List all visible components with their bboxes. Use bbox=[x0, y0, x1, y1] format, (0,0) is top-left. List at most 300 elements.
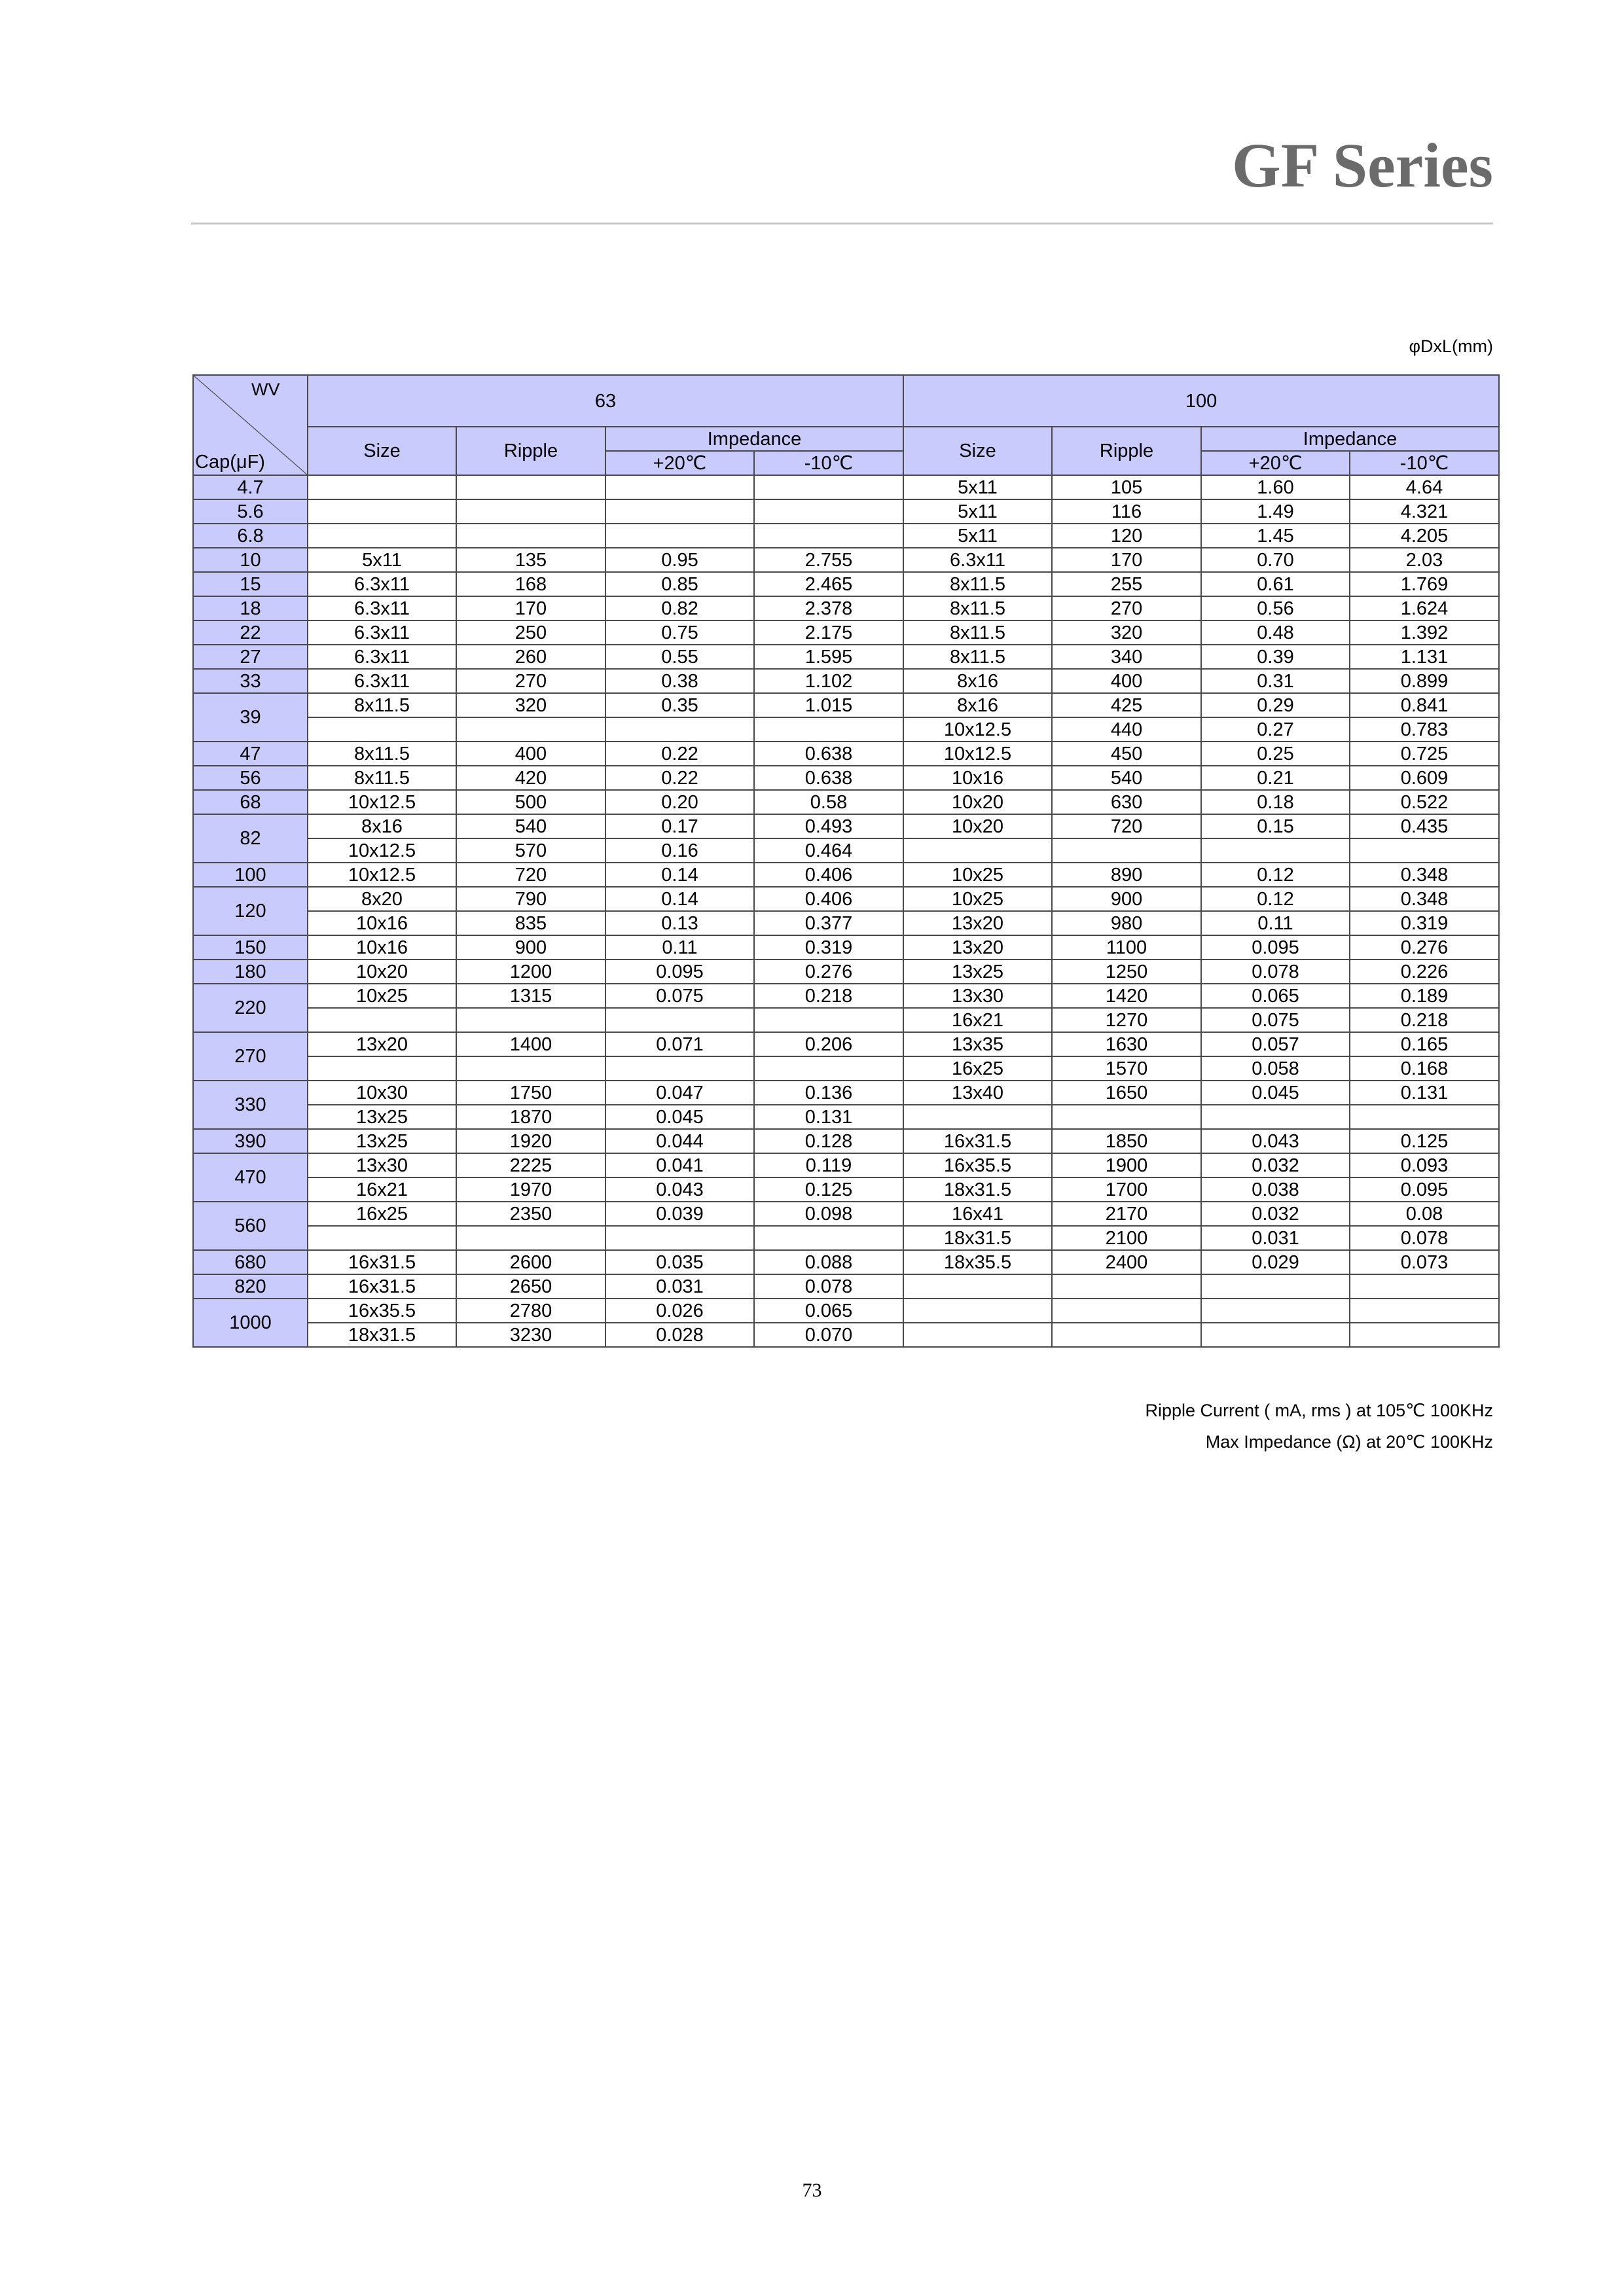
ripple-100-cell bbox=[1052, 1323, 1201, 1347]
imp20-100-cell: 0.045 bbox=[1201, 1081, 1350, 1105]
cap-cell: 470 bbox=[193, 1153, 308, 1202]
imp20-63-cell bbox=[605, 524, 754, 548]
imp20-63-cell: 0.039 bbox=[605, 1202, 754, 1226]
size-63-cell: 18x31.5 bbox=[308, 1323, 456, 1347]
size-100-cell: 13x20 bbox=[903, 935, 1052, 960]
impm10-63-cell: 0.319 bbox=[754, 935, 903, 960]
table-row bbox=[193, 669, 1499, 693]
dimension-note: φDxL(mm) bbox=[1409, 336, 1493, 356]
size-63-cell: 5x11 bbox=[308, 548, 456, 572]
ripple-63-cell: 540 bbox=[456, 814, 605, 838]
size-header: Size bbox=[308, 427, 456, 475]
size-63-cell: 6.3x11 bbox=[308, 645, 456, 669]
imp20-63-cell bbox=[605, 475, 754, 499]
table-row bbox=[193, 1177, 1499, 1202]
impm10-100-cell: 0.078 bbox=[1350, 1226, 1499, 1250]
impedance-header: Impedance bbox=[1201, 427, 1499, 451]
impedance-note: Max Impedance (Ω) at 20℃ 100KHz bbox=[1205, 1432, 1493, 1452]
cap-cell: 390 bbox=[193, 1129, 308, 1153]
size-100-cell: 10x12.5 bbox=[903, 717, 1052, 742]
size-63-cell: 8x11.5 bbox=[308, 766, 456, 790]
imp20-63-cell: 0.043 bbox=[605, 1177, 754, 1202]
imp20-63-cell bbox=[605, 1056, 754, 1081]
impm10-100-cell: 2.03 bbox=[1350, 548, 1499, 572]
ripple-100-cell: 425 bbox=[1052, 693, 1201, 717]
imp20-63-cell: 0.22 bbox=[605, 766, 754, 790]
temp-pos-header: +20℃ bbox=[1201, 451, 1350, 475]
impm10-100-cell: 0.168 bbox=[1350, 1056, 1499, 1081]
impm10-63-cell bbox=[754, 1056, 903, 1081]
corner-cell bbox=[193, 375, 308, 475]
ripple-63-cell: 320 bbox=[456, 693, 605, 717]
size-100-cell bbox=[903, 1105, 1052, 1129]
cap-cell: 5.6 bbox=[193, 499, 308, 524]
ripple-100-cell bbox=[1052, 1105, 1201, 1129]
ripple-100-cell: 255 bbox=[1052, 572, 1201, 596]
imp20-63-cell: 0.11 bbox=[605, 935, 754, 960]
cap-cell: 220 bbox=[193, 984, 308, 1032]
ripple-63-cell: 168 bbox=[456, 572, 605, 596]
ripple-100-cell: 630 bbox=[1052, 790, 1201, 814]
size-63-cell: 13x20 bbox=[308, 1032, 456, 1056]
imp20-100-cell: 0.043 bbox=[1201, 1129, 1350, 1153]
impm10-100-cell: 0.125 bbox=[1350, 1129, 1499, 1153]
impm10-63-cell: 0.125 bbox=[754, 1177, 903, 1202]
ripple-63-cell: 900 bbox=[456, 935, 605, 960]
ripple-63-cell bbox=[456, 1056, 605, 1081]
impm10-63-cell: 0.131 bbox=[754, 1105, 903, 1129]
imp20-100-cell: 0.12 bbox=[1201, 863, 1350, 887]
impm10-63-cell bbox=[754, 524, 903, 548]
ripple-63-cell: 135 bbox=[456, 548, 605, 572]
table-row bbox=[193, 1129, 1499, 1153]
size-63-cell: 16x31.5 bbox=[308, 1250, 456, 1274]
impm10-63-cell bbox=[754, 1008, 903, 1032]
ripple-63-cell: 790 bbox=[456, 887, 605, 911]
cap-cell: 82 bbox=[193, 814, 308, 863]
impm10-100-cell: 0.609 bbox=[1350, 766, 1499, 790]
table-row bbox=[193, 984, 1499, 1008]
imp20-100-cell: 0.075 bbox=[1201, 1008, 1350, 1032]
header-divider bbox=[191, 223, 1493, 224]
impm10-100-cell: 1.769 bbox=[1350, 572, 1499, 596]
impm10-100-cell bbox=[1350, 1105, 1499, 1129]
table-row bbox=[193, 814, 1499, 838]
ripple-100-cell: 450 bbox=[1052, 742, 1201, 766]
imp20-100-cell: 0.031 bbox=[1201, 1226, 1350, 1250]
cap-cell: 15 bbox=[193, 572, 308, 596]
impm10-63-cell: 2.465 bbox=[754, 572, 903, 596]
size-63-cell: 13x25 bbox=[308, 1105, 456, 1129]
impm10-100-cell: 0.841 bbox=[1350, 693, 1499, 717]
imp20-100-cell: 0.61 bbox=[1201, 572, 1350, 596]
impm10-100-cell: 0.218 bbox=[1350, 1008, 1499, 1032]
temp-neg-header: -10℃ bbox=[1350, 451, 1499, 475]
ripple-100-cell: 2100 bbox=[1052, 1226, 1201, 1250]
impm10-63-cell: 1.595 bbox=[754, 645, 903, 669]
table-row bbox=[193, 717, 1499, 742]
size-63-cell bbox=[308, 499, 456, 524]
ripple-63-cell: 400 bbox=[456, 742, 605, 766]
size-100-cell: 10x25 bbox=[903, 863, 1052, 887]
impm10-100-cell bbox=[1350, 1323, 1499, 1347]
cap-cell: 560 bbox=[193, 1202, 308, 1250]
size-100-cell: 16x31.5 bbox=[903, 1129, 1052, 1153]
size-100-cell: 8x16 bbox=[903, 693, 1052, 717]
size-63-cell: 10x25 bbox=[308, 984, 456, 1008]
ripple-note: Ripple Current ( mA, rms ) at 105℃ 100KHz bbox=[1145, 1401, 1493, 1420]
size-100-cell: 16x21 bbox=[903, 1008, 1052, 1032]
size-63-cell: 10x12.5 bbox=[308, 863, 456, 887]
size-100-cell: 8x11.5 bbox=[903, 596, 1052, 620]
ripple-63-cell bbox=[456, 475, 605, 499]
table-row bbox=[193, 499, 1499, 524]
impm10-63-cell bbox=[754, 475, 903, 499]
size-63-cell bbox=[308, 475, 456, 499]
size-63-cell: 10x12.5 bbox=[308, 790, 456, 814]
imp20-63-cell: 0.047 bbox=[605, 1081, 754, 1105]
imp20-100-cell bbox=[1201, 1105, 1350, 1129]
ripple-100-cell: 720 bbox=[1052, 814, 1201, 838]
size-100-cell: 8x16 bbox=[903, 669, 1052, 693]
ripple-63-cell: 250 bbox=[456, 620, 605, 645]
ripple-63-cell: 3230 bbox=[456, 1323, 605, 1347]
ripple-100-cell: 540 bbox=[1052, 766, 1201, 790]
table-row bbox=[193, 838, 1499, 863]
ripple-100-cell: 1850 bbox=[1052, 1129, 1201, 1153]
ripple-63-cell: 270 bbox=[456, 669, 605, 693]
ripple-63-cell bbox=[456, 1226, 605, 1250]
ripple-63-cell: 720 bbox=[456, 863, 605, 887]
table-row bbox=[193, 960, 1499, 984]
table-row bbox=[193, 1323, 1499, 1347]
impm10-100-cell: 0.783 bbox=[1350, 717, 1499, 742]
imp20-63-cell: 0.044 bbox=[605, 1129, 754, 1153]
cap-cell: 150 bbox=[193, 935, 308, 960]
cap-cell: 10 bbox=[193, 548, 308, 572]
size-100-cell bbox=[903, 1299, 1052, 1323]
imp20-63-cell: 0.82 bbox=[605, 596, 754, 620]
size-100-cell bbox=[903, 1274, 1052, 1299]
size-100-cell: 13x30 bbox=[903, 984, 1052, 1008]
size-100-cell: 5x11 bbox=[903, 499, 1052, 524]
size-63-cell: 13x25 bbox=[308, 1129, 456, 1153]
impm10-100-cell: 0.725 bbox=[1350, 742, 1499, 766]
series-title: GF Series bbox=[1232, 130, 1493, 200]
impm10-63-cell: 0.119 bbox=[754, 1153, 903, 1177]
ripple-63-cell bbox=[456, 524, 605, 548]
impm10-63-cell: 0.276 bbox=[754, 960, 903, 984]
imp20-100-cell: 0.12 bbox=[1201, 887, 1350, 911]
table-row bbox=[193, 1081, 1499, 1105]
impm10-100-cell: 0.165 bbox=[1350, 1032, 1499, 1056]
imp20-63-cell bbox=[605, 499, 754, 524]
imp20-100-cell: 0.21 bbox=[1201, 766, 1350, 790]
size-63-cell: 10x16 bbox=[308, 911, 456, 935]
impm10-63-cell: 0.638 bbox=[754, 742, 903, 766]
imp20-100-cell: 0.70 bbox=[1201, 548, 1350, 572]
impm10-100-cell: 4.64 bbox=[1350, 475, 1499, 499]
ripple-63-cell: 260 bbox=[456, 645, 605, 669]
impm10-63-cell: 0.493 bbox=[754, 814, 903, 838]
ripple-100-cell: 270 bbox=[1052, 596, 1201, 620]
impm10-100-cell: 4.205 bbox=[1350, 524, 1499, 548]
impm10-63-cell: 0.078 bbox=[754, 1274, 903, 1299]
imp20-100-cell: 0.29 bbox=[1201, 693, 1350, 717]
impm10-63-cell: 2.378 bbox=[754, 596, 903, 620]
cap-cell: 270 bbox=[193, 1032, 308, 1081]
imp20-63-cell: 0.95 bbox=[605, 548, 754, 572]
size-63-cell bbox=[308, 717, 456, 742]
voltage-100-header: 100 bbox=[903, 375, 1499, 427]
ripple-63-cell: 2780 bbox=[456, 1299, 605, 1323]
imp20-100-cell: 1.60 bbox=[1201, 475, 1350, 499]
size-100-cell: 18x31.5 bbox=[903, 1177, 1052, 1202]
ripple-100-cell: 105 bbox=[1052, 475, 1201, 499]
cap-cell: 68 bbox=[193, 790, 308, 814]
impm10-100-cell: 0.08 bbox=[1350, 1202, 1499, 1226]
page-number: 73 bbox=[802, 2179, 822, 2201]
imp20-100-cell: 0.39 bbox=[1201, 645, 1350, 669]
imp20-63-cell bbox=[605, 1008, 754, 1032]
impm10-100-cell: 0.093 bbox=[1350, 1153, 1499, 1177]
impm10-63-cell: 0.377 bbox=[754, 911, 903, 935]
imp20-63-cell: 0.041 bbox=[605, 1153, 754, 1177]
imp20-100-cell: 0.032 bbox=[1201, 1202, 1350, 1226]
imp20-63-cell: 0.14 bbox=[605, 863, 754, 887]
table-row bbox=[193, 524, 1499, 548]
cap-cell: 1000 bbox=[193, 1299, 308, 1347]
imp20-63-cell: 0.031 bbox=[605, 1274, 754, 1299]
ripple-100-cell: 320 bbox=[1052, 620, 1201, 645]
imp20-63-cell: 0.095 bbox=[605, 960, 754, 984]
ripple-63-cell: 1970 bbox=[456, 1177, 605, 1202]
impm10-63-cell: 1.102 bbox=[754, 669, 903, 693]
impm10-100-cell: 0.348 bbox=[1350, 863, 1499, 887]
table-row bbox=[193, 1226, 1499, 1250]
imp20-63-cell: 0.14 bbox=[605, 887, 754, 911]
imp20-100-cell: 0.078 bbox=[1201, 960, 1350, 984]
table-row bbox=[193, 1105, 1499, 1129]
ripple-63-cell bbox=[456, 499, 605, 524]
cap-cell: 27 bbox=[193, 645, 308, 669]
ripple-header: Ripple bbox=[456, 427, 605, 475]
imp20-63-cell: 0.13 bbox=[605, 911, 754, 935]
imp20-100-cell: 0.038 bbox=[1201, 1177, 1350, 1202]
ripple-100-cell: 1650 bbox=[1052, 1081, 1201, 1105]
impm10-100-cell: 0.435 bbox=[1350, 814, 1499, 838]
ripple-100-cell: 340 bbox=[1052, 645, 1201, 669]
size-100-cell: 13x35 bbox=[903, 1032, 1052, 1056]
size-100-cell: 5x11 bbox=[903, 524, 1052, 548]
ripple-63-cell: 835 bbox=[456, 911, 605, 935]
ripple-63-cell: 1870 bbox=[456, 1105, 605, 1129]
ripple-63-cell: 1200 bbox=[456, 960, 605, 984]
size-63-cell: 6.3x11 bbox=[308, 669, 456, 693]
size-100-cell: 13x20 bbox=[903, 911, 1052, 935]
size-100-cell: 10x16 bbox=[903, 766, 1052, 790]
ripple-100-cell: 2400 bbox=[1052, 1250, 1201, 1274]
imp20-63-cell: 0.071 bbox=[605, 1032, 754, 1056]
size-63-cell: 8x11.5 bbox=[308, 693, 456, 717]
imp20-63-cell: 0.85 bbox=[605, 572, 754, 596]
table-row bbox=[193, 1299, 1499, 1323]
size-100-cell: 16x41 bbox=[903, 1202, 1052, 1226]
size-63-cell: 6.3x11 bbox=[308, 620, 456, 645]
size-63-cell bbox=[308, 1226, 456, 1250]
imp20-100-cell: 0.31 bbox=[1201, 669, 1350, 693]
impm10-63-cell: 2.175 bbox=[754, 620, 903, 645]
imp20-100-cell: 1.45 bbox=[1201, 524, 1350, 548]
ripple-63-cell: 170 bbox=[456, 596, 605, 620]
corner-wv-label: WV bbox=[251, 380, 280, 399]
size-header: Size bbox=[903, 427, 1052, 475]
size-63-cell: 8x16 bbox=[308, 814, 456, 838]
table-row bbox=[193, 475, 1499, 499]
table-row bbox=[193, 1153, 1499, 1177]
ripple-header: Ripple bbox=[1052, 427, 1201, 475]
impm10-100-cell: 0.522 bbox=[1350, 790, 1499, 814]
imp20-63-cell: 0.20 bbox=[605, 790, 754, 814]
impm10-100-cell bbox=[1350, 1299, 1499, 1323]
size-100-cell: 10x20 bbox=[903, 814, 1052, 838]
impm10-100-cell: 0.319 bbox=[1350, 911, 1499, 935]
impm10-100-cell: 0.189 bbox=[1350, 984, 1499, 1008]
ripple-63-cell: 2350 bbox=[456, 1202, 605, 1226]
impm10-63-cell: 2.755 bbox=[754, 548, 903, 572]
impm10-100-cell: 0.073 bbox=[1350, 1250, 1499, 1274]
imp20-100-cell bbox=[1201, 1274, 1350, 1299]
impm10-63-cell: 0.128 bbox=[754, 1129, 903, 1153]
size-63-cell: 16x31.5 bbox=[308, 1274, 456, 1299]
table-row bbox=[193, 645, 1499, 669]
impm10-63-cell: 0.136 bbox=[754, 1081, 903, 1105]
imp20-100-cell: 1.49 bbox=[1201, 499, 1350, 524]
cap-cell: 39 bbox=[193, 693, 308, 742]
table-row bbox=[193, 863, 1499, 887]
impm10-100-cell: 1.624 bbox=[1350, 596, 1499, 620]
size-63-cell bbox=[308, 1056, 456, 1081]
ripple-63-cell: 1920 bbox=[456, 1129, 605, 1153]
impm10-63-cell bbox=[754, 1226, 903, 1250]
ripple-63-cell: 570 bbox=[456, 838, 605, 863]
size-100-cell: 18x35.5 bbox=[903, 1250, 1052, 1274]
impm10-63-cell bbox=[754, 717, 903, 742]
imp20-63-cell: 0.028 bbox=[605, 1323, 754, 1347]
size-63-cell: 16x35.5 bbox=[308, 1299, 456, 1323]
table-row bbox=[193, 596, 1499, 620]
imp20-63-cell: 0.035 bbox=[605, 1250, 754, 1274]
impm10-100-cell: 0.899 bbox=[1350, 669, 1499, 693]
imp20-100-cell bbox=[1201, 1323, 1350, 1347]
corner-cap-label: Cap(μF) bbox=[195, 452, 265, 473]
ripple-100-cell: 1250 bbox=[1052, 960, 1201, 984]
size-100-cell: 6.3x11 bbox=[903, 548, 1052, 572]
table-row bbox=[193, 1008, 1499, 1032]
impm10-100-cell: 1.392 bbox=[1350, 620, 1499, 645]
impm10-63-cell: 0.218 bbox=[754, 984, 903, 1008]
table-row bbox=[193, 693, 1499, 717]
impm10-100-cell: 0.226 bbox=[1350, 960, 1499, 984]
ripple-100-cell: 1700 bbox=[1052, 1177, 1201, 1202]
size-63-cell: 16x21 bbox=[308, 1177, 456, 1202]
size-100-cell: 8x11.5 bbox=[903, 645, 1052, 669]
table-row bbox=[193, 911, 1499, 935]
imp20-63-cell: 0.35 bbox=[605, 693, 754, 717]
size-63-cell: 6.3x11 bbox=[308, 572, 456, 596]
voltage-63-header: 63 bbox=[308, 375, 903, 427]
imp20-100-cell: 0.058 bbox=[1201, 1056, 1350, 1081]
imp20-100-cell bbox=[1201, 1299, 1350, 1323]
impm10-63-cell: 0.098 bbox=[754, 1202, 903, 1226]
ripple-100-cell: 1570 bbox=[1052, 1056, 1201, 1081]
size-100-cell: 8x11.5 bbox=[903, 572, 1052, 596]
size-63-cell: 8x11.5 bbox=[308, 742, 456, 766]
ripple-63-cell: 1750 bbox=[456, 1081, 605, 1105]
ripple-63-cell: 500 bbox=[456, 790, 605, 814]
imp20-63-cell: 0.16 bbox=[605, 838, 754, 863]
spec-table-body bbox=[193, 475, 1499, 1347]
ripple-63-cell: 2225 bbox=[456, 1153, 605, 1177]
table-row bbox=[193, 887, 1499, 911]
spec-table bbox=[192, 374, 1500, 1348]
table-row bbox=[193, 620, 1499, 645]
ripple-63-cell: 1400 bbox=[456, 1032, 605, 1056]
size-100-cell: 16x35.5 bbox=[903, 1153, 1052, 1177]
ripple-100-cell: 116 bbox=[1052, 499, 1201, 524]
impm10-63-cell: 0.58 bbox=[754, 790, 903, 814]
impm10-63-cell: 1.015 bbox=[754, 693, 903, 717]
table-row bbox=[193, 1032, 1499, 1056]
size-63-cell: 10x16 bbox=[308, 935, 456, 960]
size-63-cell bbox=[308, 1008, 456, 1032]
ripple-100-cell: 1270 bbox=[1052, 1008, 1201, 1032]
impm10-63-cell: 0.406 bbox=[754, 887, 903, 911]
imp20-63-cell: 0.075 bbox=[605, 984, 754, 1008]
table-row bbox=[193, 935, 1499, 960]
impm10-63-cell: 0.065 bbox=[754, 1299, 903, 1323]
cap-cell: 47 bbox=[193, 742, 308, 766]
table-row bbox=[193, 1056, 1499, 1081]
impm10-100-cell bbox=[1350, 1274, 1499, 1299]
size-100-cell: 5x11 bbox=[903, 475, 1052, 499]
imp20-100-cell: 0.065 bbox=[1201, 984, 1350, 1008]
cap-cell: 18 bbox=[193, 596, 308, 620]
imp20-100-cell: 0.25 bbox=[1201, 742, 1350, 766]
imp20-100-cell: 0.27 bbox=[1201, 717, 1350, 742]
temp-neg-header: -10℃ bbox=[754, 451, 903, 475]
ripple-100-cell bbox=[1052, 1299, 1201, 1323]
impm10-100-cell: 0.131 bbox=[1350, 1081, 1499, 1105]
temp-pos-header: +20℃ bbox=[605, 451, 754, 475]
size-63-cell: 10x30 bbox=[308, 1081, 456, 1105]
ripple-100-cell bbox=[1052, 1274, 1201, 1299]
ripple-63-cell: 2600 bbox=[456, 1250, 605, 1274]
ripple-100-cell: 980 bbox=[1052, 911, 1201, 935]
impm10-63-cell bbox=[754, 499, 903, 524]
impm10-100-cell: 0.348 bbox=[1350, 887, 1499, 911]
table-row bbox=[193, 1274, 1499, 1299]
table-row bbox=[193, 572, 1499, 596]
impm10-63-cell: 0.464 bbox=[754, 838, 903, 863]
ripple-63-cell: 1315 bbox=[456, 984, 605, 1008]
cap-cell: 4.7 bbox=[193, 475, 308, 499]
size-100-cell bbox=[903, 1323, 1052, 1347]
ripple-100-cell bbox=[1052, 838, 1201, 863]
imp20-63-cell: 0.55 bbox=[605, 645, 754, 669]
imp20-100-cell: 0.032 bbox=[1201, 1153, 1350, 1177]
cap-cell: 680 bbox=[193, 1250, 308, 1274]
